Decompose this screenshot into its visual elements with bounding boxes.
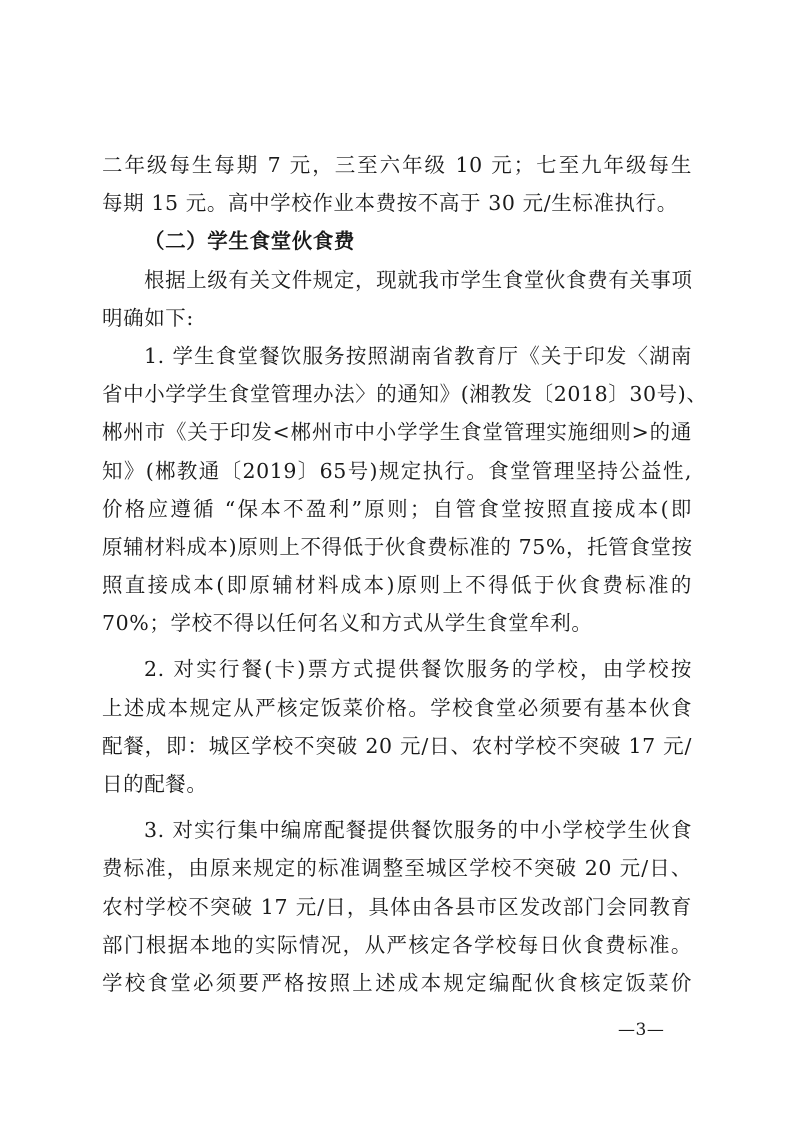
body-line: 3. 对实行集中编席配餐提供餐饮服务的中小学校学生伙食 <box>144 818 692 843</box>
body-line: 郴州市《关于印发<郴州市中小学学生食堂管理实施细则>的通 <box>102 420 692 445</box>
body-line: 1. 学生食堂餐饮服务按照湖南省教育厅《关于印发〈湖南 <box>144 343 692 368</box>
document-body <box>102 146 708 1002</box>
body-line: 二年级每生每期 7 元，三至六年级 10 元；七至九年级每生 <box>102 153 692 177</box>
body-line: 原辅材料成本)原则上不得低于伙食费标准的 75%，托管食堂按 <box>102 534 693 559</box>
section-heading: （二）学生食堂伙食费 <box>144 229 355 254</box>
body-line: 日的配餐。 <box>102 772 208 796</box>
body-line: 上述成本规定从严核定饭菜价格。学校食堂必须要有基本伙食 <box>102 695 692 720</box>
body-line: 根据上级有关文件规定，现就我市学生食堂伙食费有关事项 <box>144 267 693 292</box>
body-line: 70%；学校不得以任何名义和方式从学生食堂牟利。 <box>102 611 593 636</box>
body-line: 部门根据本地的实际情况，从严核定各学校每日伙食费标准。 <box>102 932 692 957</box>
body-line: 明确如下: <box>102 305 194 330</box>
body-line: 省中小学学生食堂管理办法〉的通知》(湘教发〔2018〕30号)、 <box>102 382 708 407</box>
body-line: 配餐，即：城区学校不突破 20 元/日、农村学校不突破 17 元/ <box>102 733 692 758</box>
body-line: 价格应遵循 “保本不盈利”原则；自管食堂按照直接成本(即 <box>102 496 692 521</box>
body-line: 2. 对实行餐(卡)票方式提供餐饮服务的学校，由学校按 <box>144 657 692 682</box>
body-line: 知》(郴教通〔2019〕65号)规定执行。食堂管理坚持公益性, <box>102 458 692 483</box>
body-line: 学校食堂必须要严格按照上述成本规定编配伙食核定饭菜价 <box>102 970 692 995</box>
page-number: —3— <box>618 1020 665 1040</box>
body-line: 农村学校不突破 17 元/日，具体由各县市区发改部门会同教育 <box>102 894 692 919</box>
body-line: 费标准，由原来规定的标准调整至城区学校不突破 20 元/日、 <box>102 856 692 881</box>
body-line: 照直接成本(即原辅材料成本)原则上不得低于伙食费标准的 <box>102 573 692 598</box>
body-line: 每期 15 元。高中学校作业本费按不高于 30 元/生标准执行。 <box>102 191 678 216</box>
